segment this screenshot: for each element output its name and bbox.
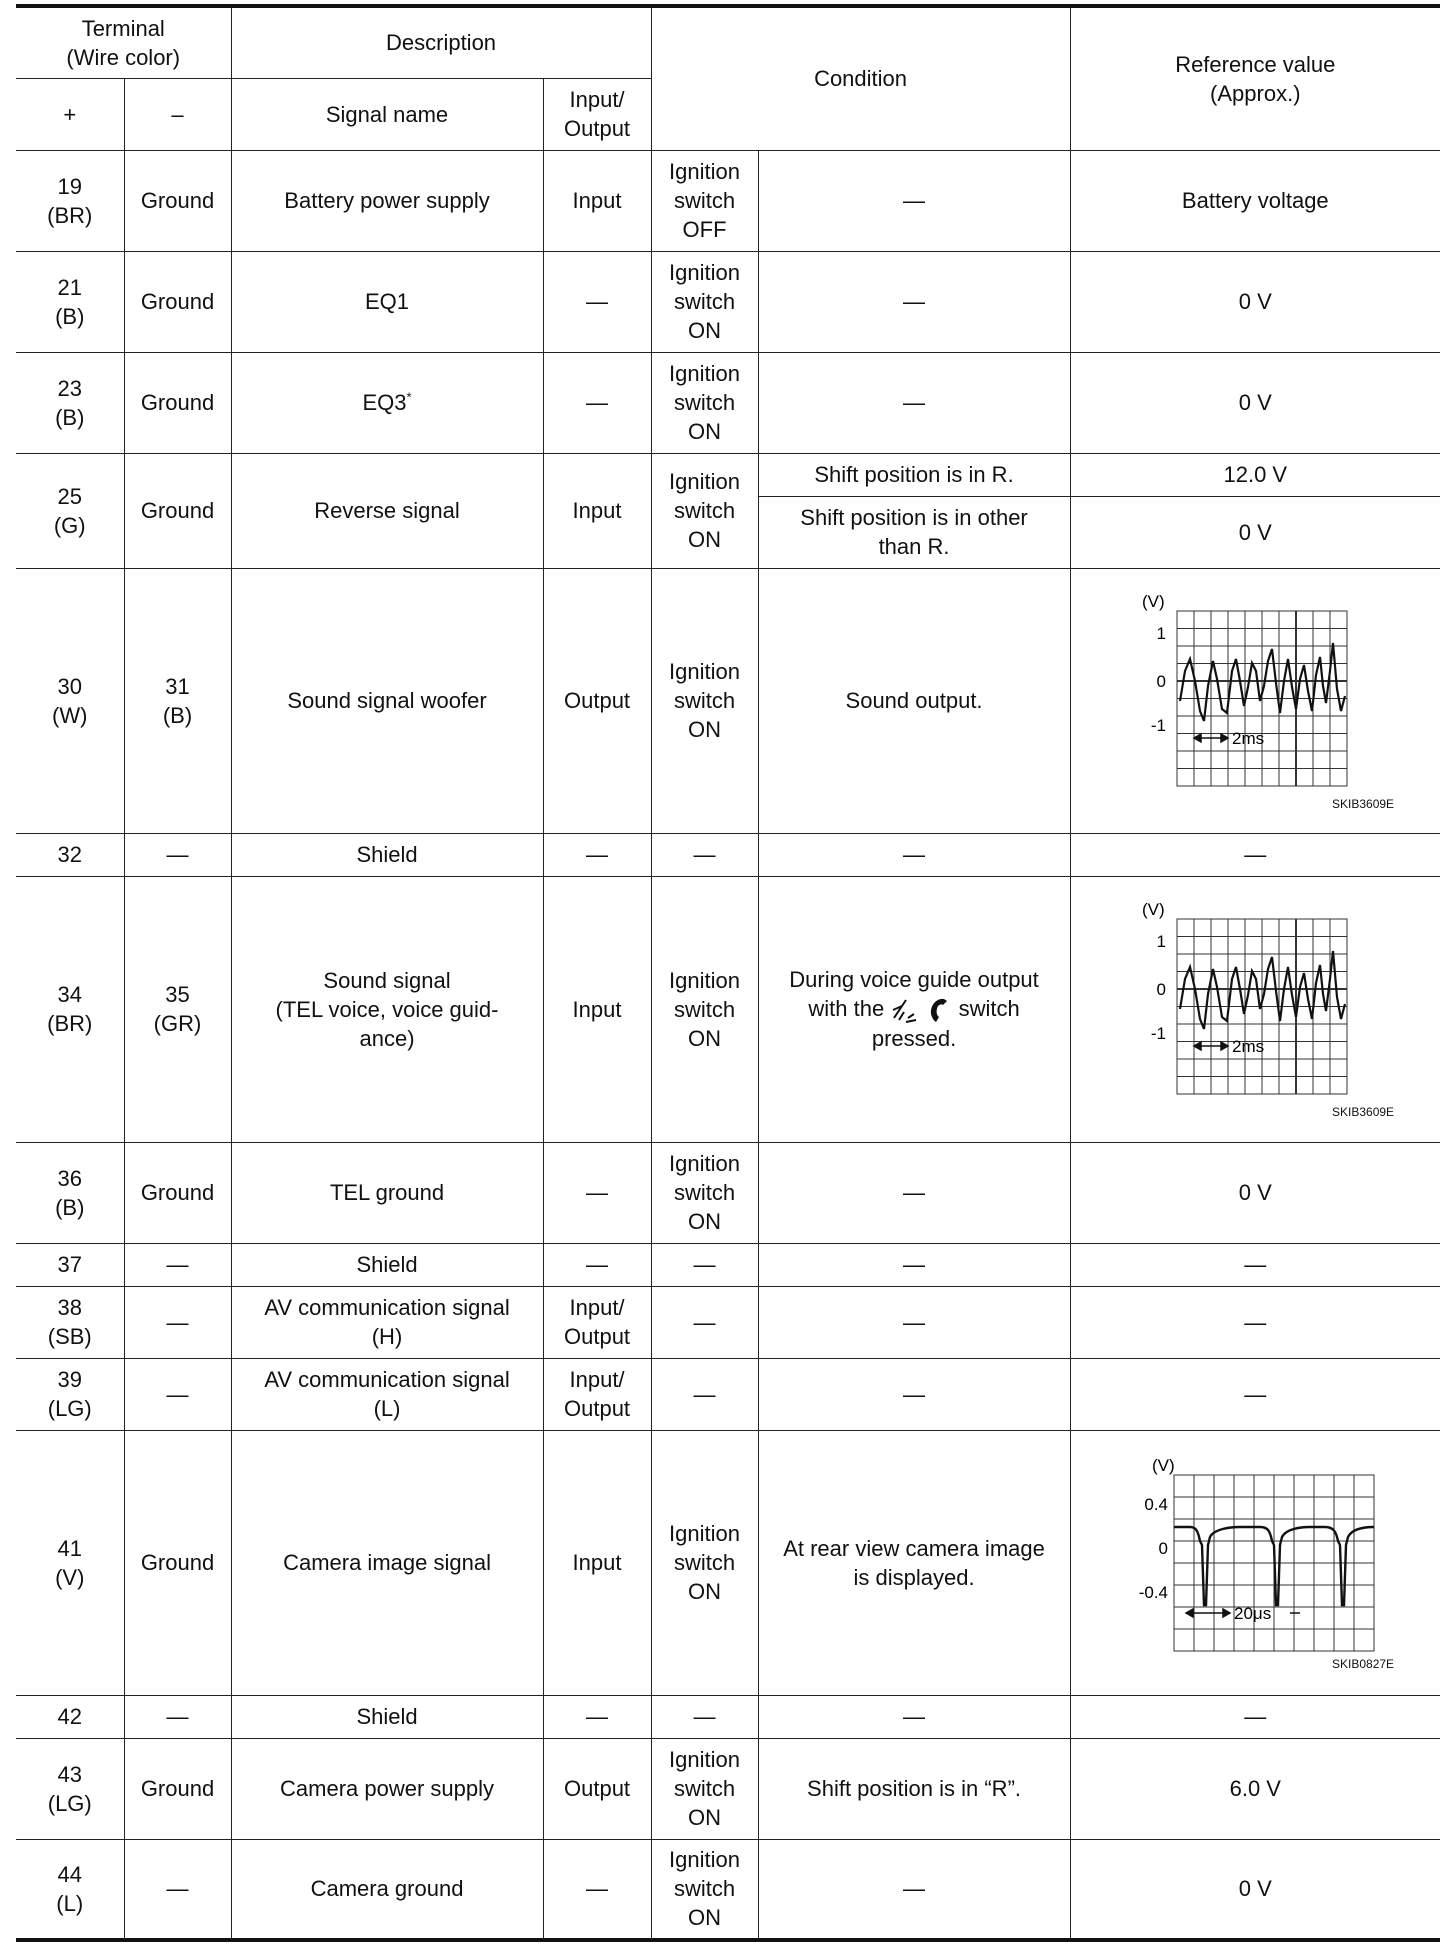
signal-name: Reverse signal bbox=[231, 453, 543, 568]
signal-name: Shield bbox=[231, 833, 543, 876]
table-row bbox=[16, 1243, 1440, 1286]
terminal-minus: — bbox=[124, 1695, 231, 1738]
ignition-state: — bbox=[651, 1286, 758, 1358]
reference-value: 0 V bbox=[1070, 1839, 1440, 1940]
waveform-tick: 0 bbox=[1156, 671, 1167, 691]
sound-waveform bbox=[1140, 591, 1370, 801]
terminal-minus: — bbox=[124, 833, 231, 876]
table-row bbox=[16, 1358, 1440, 1430]
header-signal-name: Signal name bbox=[231, 78, 543, 150]
ignition-state: Ignition switch ON bbox=[651, 568, 758, 833]
ignition-state: — bbox=[651, 1358, 758, 1430]
table-row bbox=[16, 251, 1440, 352]
waveform-tick: -1 bbox=[1151, 715, 1167, 735]
condition bbox=[758, 876, 1070, 1142]
terminal-minus: Ground bbox=[124, 1430, 231, 1695]
ignition-state: — bbox=[651, 1243, 758, 1286]
condition: — bbox=[758, 1142, 1070, 1243]
terminal-plus: 34 (BR) bbox=[16, 876, 124, 1142]
reference-value: — bbox=[1070, 1286, 1440, 1358]
input-output: — bbox=[543, 352, 651, 453]
header-minus: – bbox=[124, 78, 231, 150]
table-row bbox=[16, 453, 1440, 496]
footnote-mark: * bbox=[406, 389, 412, 405]
signal-name: Shield bbox=[231, 1243, 543, 1286]
input-output: — bbox=[543, 833, 651, 876]
ignition-state: — bbox=[651, 833, 758, 876]
condition: — bbox=[758, 1286, 1070, 1358]
input-output: Output bbox=[543, 568, 651, 833]
waveform-tick: 0 bbox=[1156, 980, 1167, 999]
waveform-unit: (V) bbox=[1152, 1455, 1175, 1475]
waveform-period: 2ms bbox=[1232, 728, 1265, 748]
signal-name: Shield bbox=[231, 1695, 543, 1738]
figure-code: SKIB3609E bbox=[1332, 1105, 1395, 1119]
ignition-state: Ignition switch ON bbox=[651, 1142, 758, 1243]
signal-name bbox=[231, 352, 543, 453]
reference-value: — bbox=[1070, 1358, 1440, 1430]
condition-line: During voice guide output bbox=[789, 966, 1039, 992]
terminal-plus: 32 bbox=[16, 833, 124, 876]
condition: — bbox=[758, 1695, 1070, 1738]
terminal-plus: 19 (BR) bbox=[16, 150, 124, 251]
reference-value: 0 V bbox=[1070, 496, 1440, 568]
condition: — bbox=[758, 150, 1070, 251]
reference-value: Battery voltage bbox=[1070, 150, 1440, 251]
signal-name: Camera power supply bbox=[231, 1738, 543, 1839]
table-row bbox=[16, 1839, 1440, 1940]
terminal-minus: Ground bbox=[124, 1738, 231, 1839]
input-output: Input bbox=[543, 1430, 651, 1695]
input-output: Input/ Output bbox=[543, 1286, 651, 1358]
table-row bbox=[16, 1430, 1440, 1695]
terminal-reference-table bbox=[16, 4, 1440, 1942]
terminal-plus: 36 (B) bbox=[16, 1142, 124, 1243]
terminal-minus: 35 (GR) bbox=[124, 876, 231, 1142]
terminal-minus: Ground bbox=[124, 352, 231, 453]
ignition-state: Ignition switch ON bbox=[651, 1430, 758, 1695]
waveform-unit: (V) bbox=[1142, 900, 1165, 919]
terminal-plus: 37 bbox=[16, 1243, 124, 1286]
terminal-plus: 39 (LG) bbox=[16, 1358, 124, 1430]
input-output: Input/ Output bbox=[543, 1358, 651, 1430]
waveform-unit: (V) bbox=[1142, 591, 1165, 611]
terminal-plus: 43 (LG) bbox=[16, 1738, 124, 1839]
signal-name: Camera image signal bbox=[231, 1430, 543, 1695]
table-row bbox=[16, 1286, 1440, 1358]
table-row bbox=[16, 1142, 1440, 1243]
signal-name: EQ1 bbox=[231, 251, 543, 352]
table-row bbox=[16, 568, 1440, 833]
condition: At rear view camera image is displayed. bbox=[758, 1430, 1070, 1695]
ignition-state: — bbox=[651, 1695, 758, 1738]
reference-value: — bbox=[1070, 1695, 1440, 1738]
header-terminal: Terminal (Wire color) bbox=[16, 6, 231, 78]
condition-line bbox=[765, 994, 1064, 1024]
terminal-minus: — bbox=[124, 1839, 231, 1940]
terminal-plus: 42 bbox=[16, 1695, 124, 1738]
table-row bbox=[16, 150, 1440, 251]
camera-waveform bbox=[1130, 1455, 1380, 1655]
input-output: — bbox=[543, 1839, 651, 1940]
waveform-period: 2ms bbox=[1232, 1037, 1265, 1056]
terminal-minus: 31 (B) bbox=[124, 568, 231, 833]
input-output: — bbox=[543, 251, 651, 352]
condition: Sound output. bbox=[758, 568, 1070, 833]
input-output: — bbox=[543, 1243, 651, 1286]
terminal-plus: 38 (SB) bbox=[16, 1286, 124, 1358]
signal-name: AV communication signal (L) bbox=[231, 1358, 543, 1430]
signal-name: Camera ground bbox=[231, 1839, 543, 1940]
condition: Shift position is in other than R. bbox=[758, 496, 1070, 568]
waveform-tick: -0.4 bbox=[1139, 1582, 1169, 1602]
header-description: Description bbox=[231, 6, 651, 78]
reference-value: 12.0 V bbox=[1070, 453, 1440, 496]
terminal-plus: 23 (B) bbox=[16, 352, 124, 453]
reference-value: 6.0 V bbox=[1070, 1738, 1440, 1839]
ignition-state: Ignition switch ON bbox=[651, 876, 758, 1142]
ignition-state: Ignition switch ON bbox=[651, 251, 758, 352]
input-output: Input bbox=[543, 876, 651, 1142]
waveform-tick: 1 bbox=[1156, 932, 1167, 951]
condition-text: switch bbox=[958, 995, 1020, 1021]
header-reference-value: Reference value (Approx.) bbox=[1070, 6, 1440, 150]
waveform-tick: 0 bbox=[1158, 1538, 1169, 1558]
header-plus: + bbox=[16, 78, 124, 150]
signal-name: Sound signal woofer bbox=[231, 568, 543, 833]
table-row bbox=[16, 352, 1440, 453]
condition-text: with the bbox=[808, 995, 885, 1021]
terminal-minus: — bbox=[124, 1243, 231, 1286]
condition: — bbox=[758, 833, 1070, 876]
ignition-state: Ignition switch OFF bbox=[651, 150, 758, 251]
signal-name: AV communication signal (H) bbox=[231, 1286, 543, 1358]
input-output: Input bbox=[543, 150, 651, 251]
waveform-tick: 1 bbox=[1156, 623, 1167, 643]
terminal-plus: 44 (L) bbox=[16, 1839, 124, 1940]
reference-value: 0 V bbox=[1070, 1142, 1440, 1243]
voice-talk-icon bbox=[890, 996, 920, 1024]
condition: — bbox=[758, 251, 1070, 352]
header-condition: Condition bbox=[651, 6, 1070, 150]
terminal-minus: Ground bbox=[124, 251, 231, 352]
ignition-state: Ignition switch ON bbox=[651, 352, 758, 453]
condition: Shift position is in “R”. bbox=[758, 1738, 1070, 1839]
terminal-plus: 41 (V) bbox=[16, 1430, 124, 1695]
reference-value: — bbox=[1070, 833, 1440, 876]
ignition-state: Ignition switch ON bbox=[651, 1839, 758, 1940]
input-output: Output bbox=[543, 1738, 651, 1839]
reference-value: 0 V bbox=[1070, 251, 1440, 352]
terminal-reference-table-page bbox=[16, 4, 1440, 1942]
condition: — bbox=[758, 352, 1070, 453]
condition: — bbox=[758, 1839, 1070, 1940]
condition: Shift position is in R. bbox=[758, 453, 1070, 496]
waveform-tick: -1 bbox=[1151, 1024, 1167, 1043]
terminal-minus: Ground bbox=[124, 150, 231, 251]
table-row bbox=[16, 876, 1440, 1142]
condition-line: pressed. bbox=[871, 1026, 957, 1052]
waveform-grid bbox=[1177, 919, 1347, 1094]
input-output: — bbox=[543, 1142, 651, 1243]
header-input-output: Input/ Output bbox=[543, 78, 651, 150]
reference-waveform bbox=[1070, 1430, 1440, 1695]
ignition-state: Ignition switch ON bbox=[651, 1738, 758, 1839]
signal-name: Battery power supply bbox=[231, 150, 543, 251]
terminal-minus: — bbox=[124, 1286, 231, 1358]
terminal-plus: 21 (B) bbox=[16, 251, 124, 352]
terminal-plus: 25 (G) bbox=[16, 453, 124, 568]
condition: — bbox=[758, 1243, 1070, 1286]
table-row bbox=[16, 1695, 1440, 1738]
phone-icon bbox=[926, 996, 952, 1024]
waveform-tick: 0.4 bbox=[1144, 1494, 1169, 1514]
ignition-state: Ignition switch ON bbox=[651, 453, 758, 568]
signal-name-text: EQ3 bbox=[362, 390, 407, 415]
input-output: Input bbox=[543, 453, 651, 568]
reference-waveform bbox=[1070, 568, 1440, 833]
reference-waveform bbox=[1070, 876, 1440, 1142]
table-row bbox=[16, 1738, 1440, 1839]
table-row bbox=[16, 833, 1440, 876]
waveform-period: 20μs bbox=[1234, 1603, 1272, 1623]
terminal-minus: — bbox=[124, 1358, 231, 1430]
input-output: — bbox=[543, 1695, 651, 1738]
signal-name: TEL ground bbox=[231, 1142, 543, 1243]
terminal-plus: 30 (W) bbox=[16, 568, 124, 833]
figure-code: SKIB3609E bbox=[1332, 796, 1395, 811]
voice-waveform bbox=[1140, 899, 1370, 1109]
figure-code: SKIB0827E bbox=[1332, 1656, 1395, 1671]
signal-name: Sound signal (TEL voice, voice guid- ance) bbox=[231, 876, 543, 1142]
reference-value: 0 V bbox=[1070, 352, 1440, 453]
waveform-grid bbox=[1177, 611, 1347, 786]
terminal-minus: Ground bbox=[124, 453, 231, 568]
terminal-minus: Ground bbox=[124, 1142, 231, 1243]
condition: — bbox=[758, 1358, 1070, 1430]
reference-value: — bbox=[1070, 1243, 1440, 1286]
